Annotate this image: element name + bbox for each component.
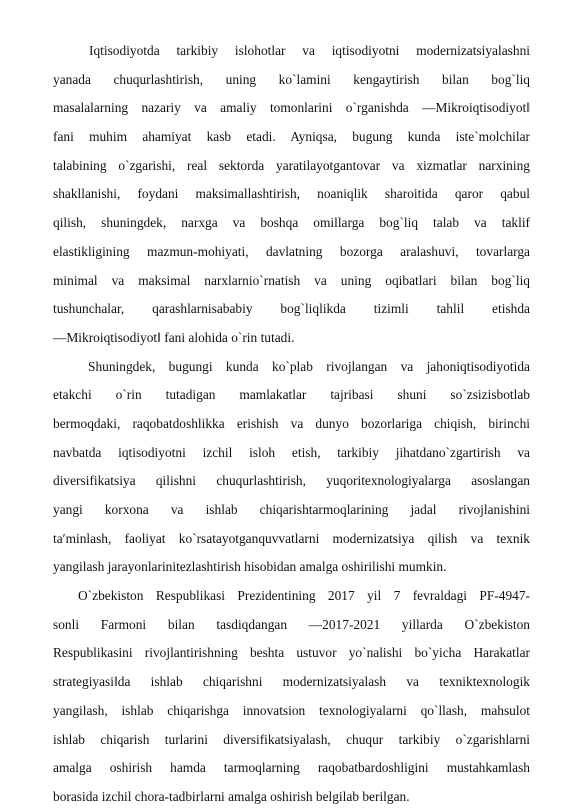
paragraph-3-line: ishlab chiqarish turlarini diversifikatsiyalash, chuqur tarkibiy o`zgarishlarni — [53, 731, 530, 747]
paragraph-3-line: amalga oshirish hamda tarmoqlarning raqobatbardoshligini mustahkamlash — [53, 760, 530, 776]
paragraph-1-line: fani muhim ahamiyat kasb etadi. Ayniqsa, bugung kunda iste`molchilar — [53, 129, 530, 145]
paragraph-2-line: etakchi o`rin tutadigan mamlakatlar tajribasi shuni so`zsizisbotlab — [53, 387, 530, 403]
paragraph-1-line: shakllanishi, foydani maksimallashtirish, noaniqlik sharoitida qaror qabul — [53, 186, 530, 202]
paragraph-3-line: sonli Farmoni bilan tasdiqdangan ―2017-2021 yillarda O`zbekiston — [53, 616, 530, 632]
paragraph-1-line: minimal va maksimal narxlarnio`rnatish va uning oqibatlari bilan bog`liq — [53, 272, 530, 288]
paragraph-3-line: O`zbekiston Respublikasi Prezidentining 2017 yil 7 fevraldagi PF-4947- — [78, 588, 530, 604]
paragraph-1-line: tushunchalar, qarashlarnisababiy bog`liqlikda tizimli tahlil etishda — [53, 301, 530, 317]
document-body — [53, 37, 530, 812]
paragraph-2-line: yangi korxona va ishlab chiqarishtarmoqlarining jadal rivojlanishini — [53, 502, 530, 517]
paragraph-2-line: bermoqdaki, raqobatdoshlikka erishish va dunyo bozorlariga chiqish, birinchi — [53, 415, 530, 431]
paragraph-3-line: yangilash, ishlab chiqarishga innovatsion texnologiyalarni qo`llash, mahsulot — [53, 702, 530, 718]
paragraph-2-line: ta′minlash, faoliyat ko`rsatayotganquvvatlarni modernizatsiya qilish va texnik — [53, 530, 530, 546]
paragraph-1-line: elastikligining mazmun-mohiyati, davlatning bozorga aralashuvi, tovarlarga — [53, 243, 530, 259]
paragraph-1-line: talabining o`zgarishi, real sektorda yaratilayotgantovar va xizmatlar narxining — [53, 157, 530, 173]
paragraph-3-line: strategiyasi‖da ishlab chiqarishni modernizatsiyalash va texniktexnologik — [53, 674, 530, 690]
paragraph-1-line: qilish, shuningdek, narxga va boshqa omillarga bog`liq talab va taklif — [53, 215, 530, 231]
paragraph-2-line: navbatda iqtisodiyotni izchil isloh etish, tarkibiy jihatdano`zgartirish va — [53, 444, 530, 460]
paragraph-2-line: yangilash jarayonlarinitezlashtirish hisobidan amalga oshirilishi mumkin. — [53, 559, 447, 575]
paragraph-2-line: diversifikatsiya qilishni chuqurlashtirish, yuqoritexnologiyalarga asoslangan — [53, 473, 530, 489]
paragraph-3-line: borasida izchil chora-tadbirlarni amalga oshirish belgilab berilgan. — [53, 788, 410, 804]
paragraph-1-line: Iqtisodiyotda tarkibiy islohotlar va iqtisodiyotni modernizatsiyalashni — [89, 43, 530, 58]
paragraph-1-line: yanada chuqurlashtirish, uning ko`lamini kengaytirish bilan bog`liq — [53, 71, 530, 87]
paragraph-2-line: Shuningdek, bugungi kunda ko`plab rivojlangan va jahoniqtisodiyotida — [88, 358, 530, 374]
paragraph-1-line: masalalarning nazariy va amaliy tomonlarini o`rganishda ―Mikroiqtisodiyot‖ — [53, 100, 530, 116]
paragraph-1-line: ―Mikroiqtisodiyot‖ fani alohida o`rin tutadi. — [53, 329, 295, 345]
paragraph-3-line: Respublikasini rivojlantirishning beshta ustuvor yo`nalishi bo`yicha Harakatlar — [53, 645, 530, 661]
